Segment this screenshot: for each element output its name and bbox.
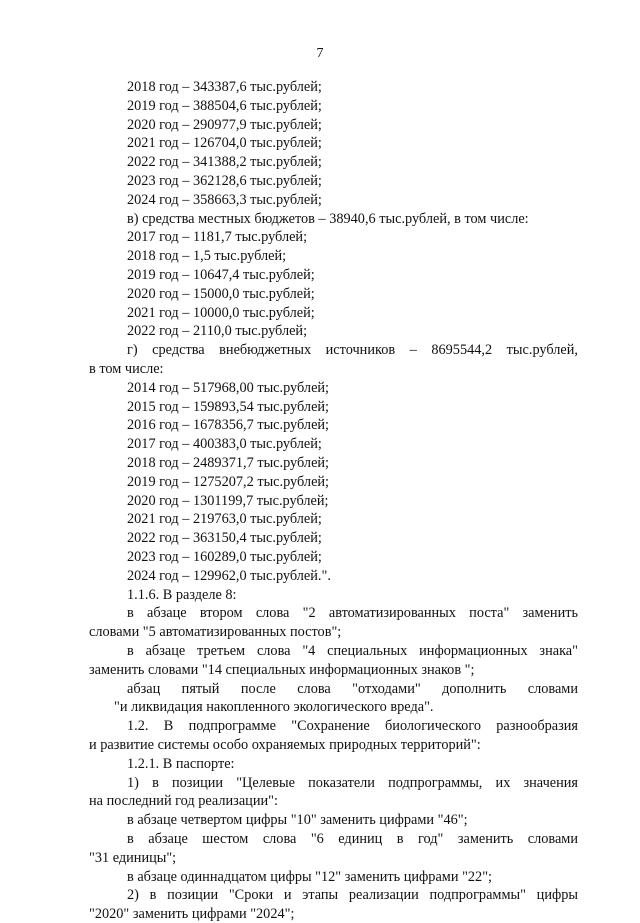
text-line: на последний год реализации": xyxy=(89,793,278,810)
text-line: в абзаце третьем слова "4 специальных информационных знака" xyxy=(127,643,578,659)
text-line: 1.2. В подпрограмме "Сохранение биологического разнообразия xyxy=(127,718,578,735)
text-line: в том числе: xyxy=(89,361,164,377)
text-line: 1) в позиции "Целевые показатели подпрограммы, их значения xyxy=(127,774,578,791)
text-line: абзац пятый после слова "отходами" дополнить словами xyxy=(127,680,578,697)
text-line: 2021 год – 10000,0 тыс.рублей; xyxy=(127,304,315,321)
text-line: 2023 год – 160289,0 тыс.рублей; xyxy=(127,549,322,565)
text-line: заменить словами "14 специальных информационных знаков "; xyxy=(89,661,475,678)
text-line: 2024 год – 129962,0 тыс.рублей.". xyxy=(127,567,331,584)
text-line: в абзаце втором слова "2 автоматизированных поста" заменить xyxy=(127,605,578,622)
text-line: в абзаце одиннадцатом цифры "12" заменить цифрами "22"; xyxy=(127,868,493,885)
text-line: 2017 год – 1181,7 тыс.рублей; xyxy=(127,229,308,246)
text-line: словами "5 автоматизированных постов"; xyxy=(89,624,342,641)
text-line: 2) в позиции "Сроки и этапы реализации подпрограммы" цифры xyxy=(127,887,578,904)
text-line: 1.2.1. В паспорте: xyxy=(127,755,235,772)
text-line: 2019 год – 1275207,2 тыс.рублей; xyxy=(127,473,330,490)
text-line: 2024 год – 358663,3 тыс.рублей; xyxy=(127,191,322,208)
page-number: 7 xyxy=(316,46,324,61)
text-line: 2021 год – 219763,0 тыс.рублей; xyxy=(127,511,322,528)
text-line: 2020 год – 15000,0 тыс.рублей; xyxy=(127,285,315,302)
text-line: 2016 год – 1678356,7 тыс.рублей; xyxy=(127,417,330,434)
text-line: 2020 год – 290977,9 тыс.рублей; xyxy=(127,116,322,133)
text-line: 2022 год – 363150,4 тыс.рублей; xyxy=(127,530,322,547)
text-line: 2014 год – 517968,00 тыс.рублей; xyxy=(127,379,330,396)
text-line: в) средства местных бюджетов – 38940,6 тыс.рублей, в том числе: xyxy=(127,210,529,227)
text-line: "31 единицы"; xyxy=(89,849,177,866)
text-line: в абзаце шестом слова "6 единиц в год" заменить словами xyxy=(127,831,578,847)
text-line: 1.1.6. В разделе 8: xyxy=(127,586,237,603)
text-line: 2017 год – 400383,0 тыс.рублей; xyxy=(127,436,322,453)
text-line: г) средства внебюджетных источников – 8695544,2 тыс.рублей, xyxy=(127,342,578,359)
text-line: 2021 год – 126704,0 тыс.рублей; xyxy=(127,135,322,152)
text-line: "и ликвидация накопленного экологического вреда". xyxy=(114,699,434,716)
text-line: 2019 год – 10647,4 тыс.рублей; xyxy=(127,267,315,283)
text-line: "2020" заменить цифрами "2024"; xyxy=(89,906,295,923)
text-line: 2022 год – 341388,2 тыс.рублей; xyxy=(127,154,322,171)
text-line: 2019 год – 388504,6 тыс.рублей; xyxy=(127,97,322,114)
text-line: в абзаце четвертом цифры "10" заменить цифрами "46"; xyxy=(127,812,468,829)
text-line: 2018 год – 343387,6 тыс.рублей; xyxy=(127,79,322,95)
text-line: 2018 год – 1,5 тыс.рублей; xyxy=(127,248,287,265)
text-line: и развитие системы особо охраняемых природных территорий": xyxy=(89,737,481,753)
text-line: 2020 год – 1301199,7 тыс.рублей; xyxy=(127,492,329,509)
text-line: 2023 год – 362128,6 тыс.рублей; xyxy=(127,173,322,189)
text-line: 2018 год – 2489371,7 тыс.рублей; xyxy=(127,455,330,471)
text-line: 2022 год – 2110,0 тыс.рублей; xyxy=(127,323,308,340)
text-line: 2015 год – 159893,54 тыс.рублей; xyxy=(127,398,330,415)
